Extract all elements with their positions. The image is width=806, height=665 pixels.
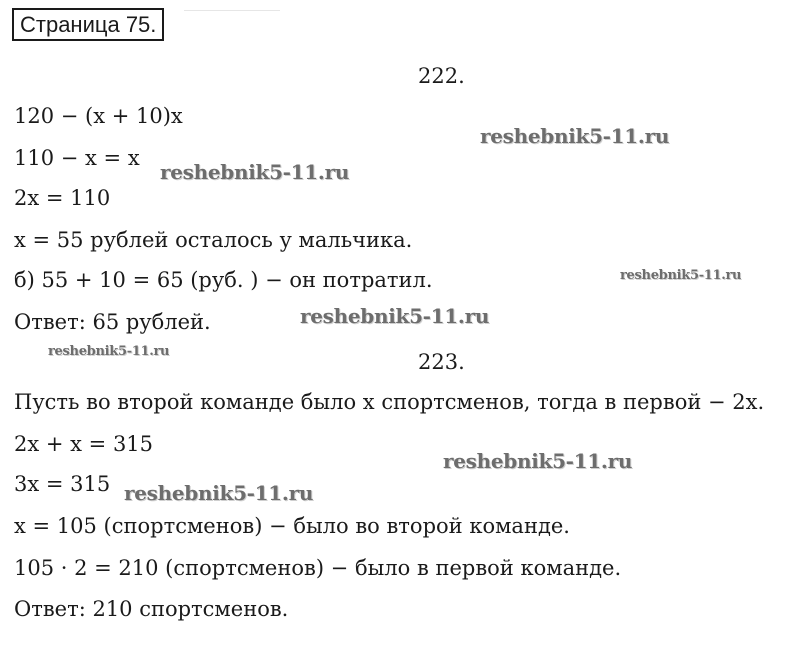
solution-line: 110 − x = x — [14, 146, 140, 170]
solution-line: 2x + x = 315 — [14, 432, 154, 456]
watermark: reshebnik5-11.ru — [124, 481, 314, 505]
watermark: reshebnik5-11.ru — [48, 344, 170, 359]
divider — [184, 10, 280, 11]
solution-line: 120 − (x + 10)x — [14, 104, 183, 128]
answer-line: Ответ: 65 рублей. — [14, 310, 211, 334]
solution-line: 105 · 2 = 210 (спортсменов) − было в первой команде. — [14, 556, 622, 580]
watermark: reshebnik5-11.ru — [160, 160, 350, 184]
solution-line: x = 55 рублей осталось у мальчика. — [14, 228, 413, 252]
solution-line: Пусть во второй команде было x спортсменов, тогда в первой − 2x. — [14, 390, 765, 414]
page-title: Страница 75. — [12, 8, 164, 41]
solution-line: б) 55 + 10 = 65 (руб. ) − он потратил. — [14, 268, 433, 292]
solution-line: 3x = 315 — [14, 472, 111, 496]
solution-line: 2x = 110 — [14, 186, 111, 210]
problem-number-223: 223. — [418, 350, 465, 374]
answer-line: Ответ: 210 спортсменов. — [14, 597, 289, 621]
solution-line: x = 105 (спортсменов) − было во второй команде. — [14, 514, 570, 538]
problem-number-222: 222. — [418, 64, 465, 88]
watermark: reshebnik5-11.ru — [620, 268, 742, 283]
watermark: reshebnik5-11.ru — [480, 124, 670, 148]
watermark: reshebnik5-11.ru — [443, 449, 633, 473]
watermark: reshebnik5-11.ru — [300, 304, 490, 328]
